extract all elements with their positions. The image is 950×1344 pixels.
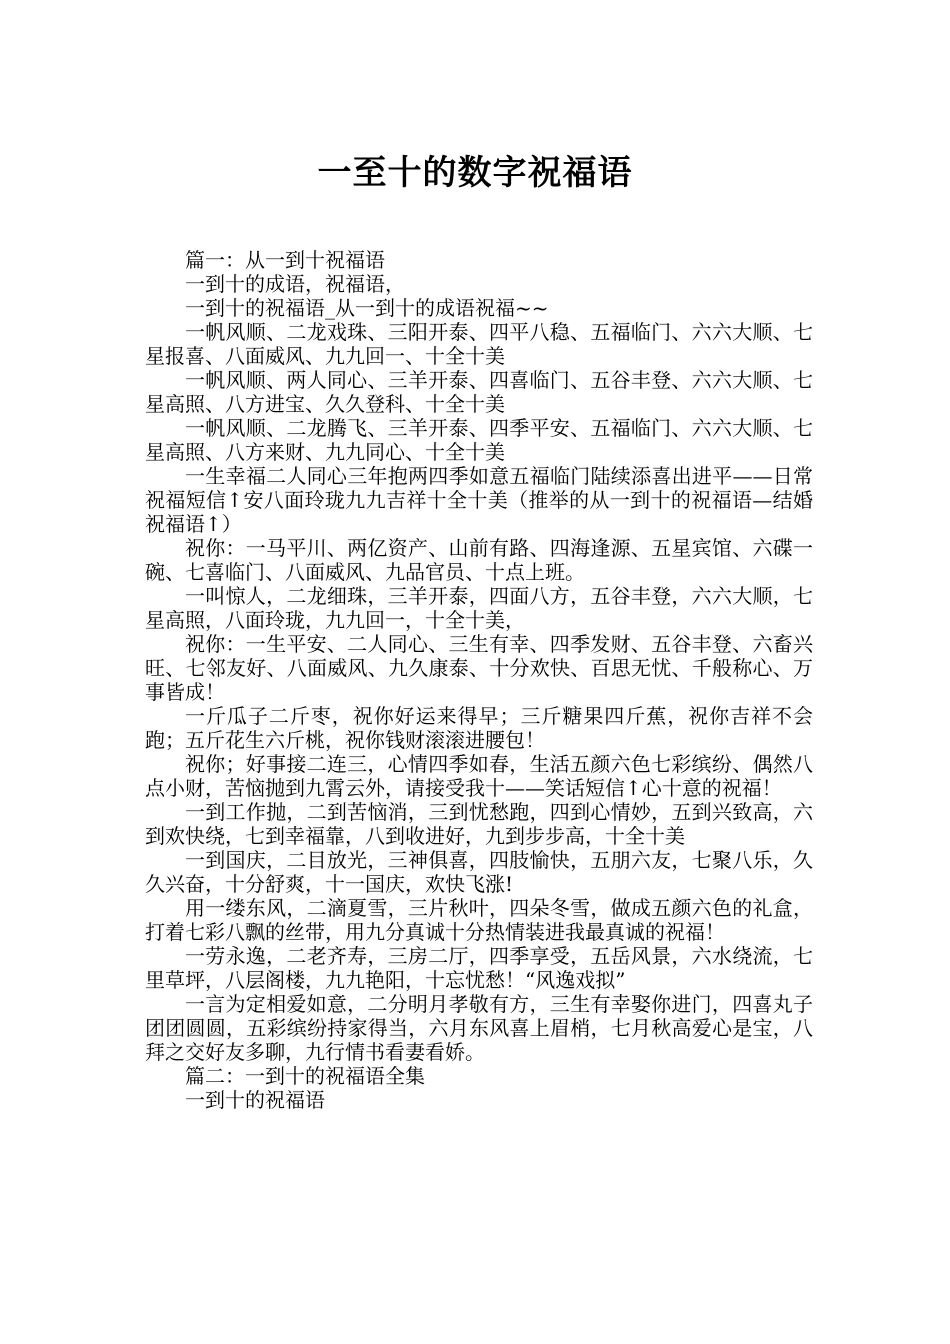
paragraph: 一生幸福二人同心三年抱两四季如意五福临门陆续添喜出进平——日常祝福短信↑安八面玲珑九九吉祥十全十美（推举的从一到十的祝福语—结婚祝福语↑） xyxy=(145,464,813,536)
paragraph: 一到国庆，二目放光，三神俱喜，四肢愉快，五朋六友，七聚八乐，久久兴奋，十分舒爽，十一国庆，欢快飞涨! xyxy=(145,848,813,896)
paragraph: 一帆风顺、二龙腾飞、三羊开泰、四季平安、五福临门、六六大顺、七星高照、八方来财、九九同心、十全十美 xyxy=(145,416,813,464)
document-title: 一至十的数字祝福语 xyxy=(317,152,633,193)
paragraph: 一到十的祝福语_从一到十的成语祝福~~ xyxy=(185,296,549,320)
paragraph: 一到十的祝福语 xyxy=(185,1088,325,1112)
document-body xyxy=(145,248,813,1112)
paragraph: 祝你：一生平安、二人同心、三生有幸、四季发财、五谷丰登、六畜兴旺、七邻友好、八面威风、九久康泰、十分欢快、百思无忧、千般称心、万事皆成！ xyxy=(145,632,813,704)
paragraph: 用一缕东风，二滴夏雪，三片秋叶，四朵冬雪，做成五颜六色的礼盒，打着七彩八飘的丝带，用九分真诚十分热情装进我最真诚的祝福！ xyxy=(145,896,813,944)
paragraph: 一言为定相爱如意，二分明月孝敬有方，三生有幸娶你进门，四喜丸子团团圆圆，五彩缤纷持家得当，六月东风喜上眉梢，七月秋高爱心是宝，八拜之交好友多聊，九行情书看妻看娇。 xyxy=(145,992,813,1064)
paragraph: 一斤瓜子二斤枣，祝你好运来得早；三斤糖果四斤蕉，祝你吉祥不会跑；五斤花生六斤桃，祝你钱财滚滚进腰包！ xyxy=(145,704,813,752)
paragraph: 一到工作抛，二到苦恼消，三到忧愁跑，四到心情妙，五到兴致高，六到欢快绕，七到幸福靠，八到收进好，九到步步高，十全十美 xyxy=(145,800,813,848)
paragraph: 一劳永逸，二老齐寿，三房二厅，四季享受，五岳风景，六水绕流，七里草坪，八层阁楼，九九艳阳，十忘忧愁！“风逸戏拟” xyxy=(145,944,813,992)
paragraph: 一帆风顺、二龙戏珠、三阳开泰、四平八稳、五福临门、六六大顺、七星报喜、八面威风、九九回一、十全十美 xyxy=(145,320,813,368)
paragraph: 一叫惊人，二龙细珠，三羊开泰，四面八方，五谷丰登，六六大顺，七星高照，八面玲珑，九九回一，十全十美， xyxy=(145,584,813,632)
paragraph: 祝你；好事接二连三，心情四季如春，生活五颜六色七彩缤纷、偶然八点小财，苦恼抛到九霄云外，请接受我十——笑话短信↑心十意的祝福！ xyxy=(145,752,813,800)
paragraph: 一到十的成语，祝福语， xyxy=(185,272,405,296)
paragraph: 篇一：从一到十祝福语 xyxy=(185,248,385,272)
paragraph: 一帆风顺、两人同心、三羊开泰、四喜临门、五谷丰登、六六大顺、七星高照、八方进宝、久久登科、十全十美 xyxy=(145,368,813,416)
paragraph: 篇二：一到十的祝福语全集 xyxy=(185,1064,425,1088)
paragraph: 祝你：一马平川、两亿资产、山前有路、四海逢源、五星宾馆、六碟一碗、七喜临门、八面威风、九品官员、十点上班。 xyxy=(145,536,813,584)
